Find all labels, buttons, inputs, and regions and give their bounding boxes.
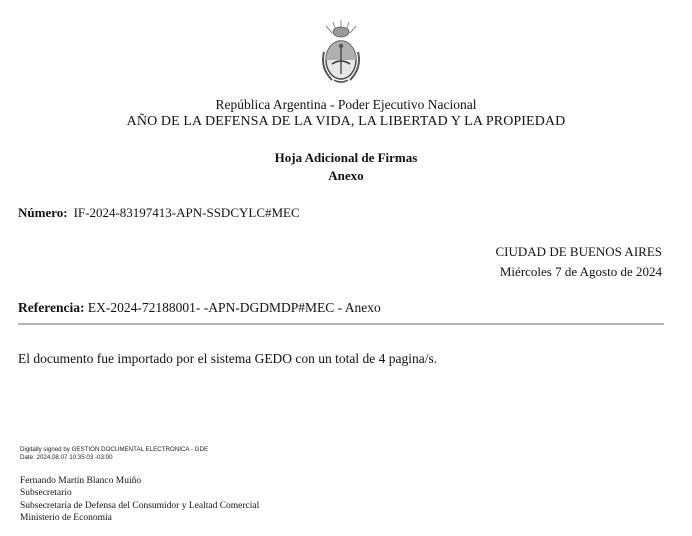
document-number [18, 205, 300, 221]
divider [18, 323, 664, 325]
date: Miércoles 7 de Agosto de 2024 [499, 264, 662, 279]
signer-name: Fernando Martín Blanco Muiño [20, 476, 142, 486]
number-value: IF-2024-83197413-APN-SSDCYLC#MEC [73, 205, 300, 220]
signer-office: Subsecretaría de Defensa del Consumidor y Lealtad Comercial [20, 500, 260, 511]
body-text: El documento fue importado por el sistema GEDO con un total de 4 pagina/s. [18, 351, 438, 366]
document-subtitle: Anexo [328, 168, 364, 183]
reference-value: EX-2024-72188001- -APN-DGDMDP#MEC - Anexo [84, 300, 381, 315]
city: CIUDAD DE BUENOS AIRES [495, 244, 662, 259]
coat-of-arms-icon [314, 18, 368, 88]
header-year-motto: AÑO DE LA DEFENSA DE LA VIDA, LA LIBERTAD Y LA PROPIEDAD [126, 114, 566, 129]
digital-date: Date: 2024.08.07 10:35:03 -03:00 [20, 453, 113, 461]
signer-ministry: Ministerio de Economía [20, 512, 112, 523]
signer-block [20, 475, 259, 524]
reference [18, 300, 381, 316]
reference-label: Referencia: [18, 300, 85, 315]
number-label: Número: [18, 205, 68, 220]
header-republic-line: República Argentina - Poder Ejecutivo Nacional [215, 97, 477, 112]
digital-signer: Digitally signed by GESTION DOCUMENTAL ELECTRONICA - GDE [20, 446, 209, 453]
digital-signature-stamp [20, 446, 208, 461]
signer-role: Subsecretario [20, 488, 72, 499]
document-title: Hoja Adicional de Firmas [274, 150, 418, 165]
